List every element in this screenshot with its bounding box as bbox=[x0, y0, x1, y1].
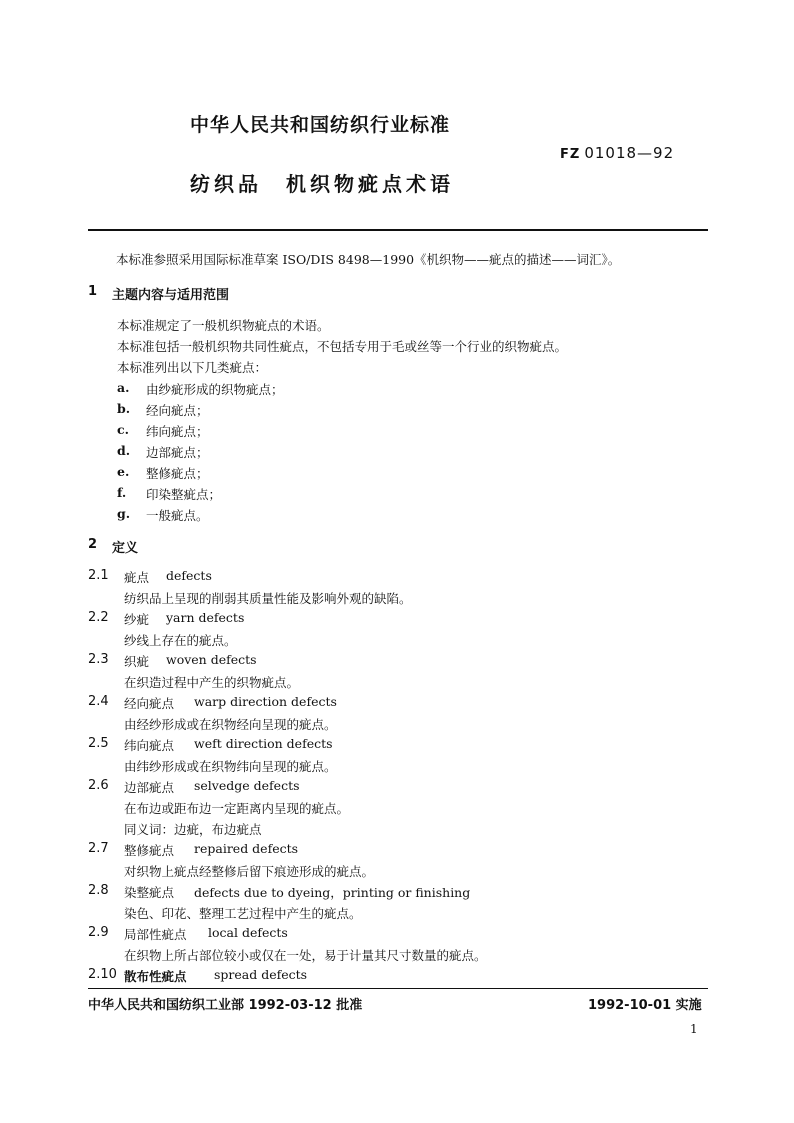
term-english: yarn defects bbox=[166, 610, 245, 625]
term-number: 2.9 bbox=[88, 925, 109, 940]
list-item-letter: e. bbox=[117, 464, 130, 479]
term-number: 2.5 bbox=[88, 736, 109, 751]
section-2-number: 2 bbox=[88, 537, 98, 552]
term-chinese: 染整疵点 bbox=[124, 885, 175, 900]
intro-paragraph: 本标准参照采用国际标准草案 ISO/DIS 8498—1990《机织物——疵点的描述——词汇》。 bbox=[116, 252, 621, 267]
term-number: 2.1 bbox=[88, 568, 109, 583]
term-definition: 纱线上存在的疵点。 bbox=[124, 633, 237, 648]
term-chinese: 经向疵点 bbox=[124, 696, 175, 711]
term-number: 2.4 bbox=[88, 694, 109, 709]
term-definition: 在织物上所占部位较小或仅在一处，易于计量其尺寸数量的疵点。 bbox=[124, 948, 487, 963]
list-item-text: 一般疵点。 bbox=[146, 508, 209, 523]
term-number: 2.6 bbox=[88, 778, 109, 793]
term-number: 2.10 bbox=[88, 967, 117, 982]
term-english: local defects bbox=[208, 925, 288, 940]
term-chinese: 局部性疵点 bbox=[124, 927, 187, 942]
term-definition: 由经纱形成或在织物经向呈现的疵点。 bbox=[124, 717, 337, 732]
list-item-text: 由纱疵形成的织物疵点； bbox=[146, 382, 284, 397]
term-number: 2.2 bbox=[88, 610, 109, 625]
list-item-letter: f. bbox=[117, 485, 127, 500]
term-english: defects bbox=[166, 568, 212, 583]
section-1-para-2: 本标准包括一般机织物共同性疵点，不包括专用于毛或丝等一个行业的织物疵点。 bbox=[117, 339, 568, 354]
term-definition: 染色、印花、整理工艺过程中产生的疵点。 bbox=[124, 906, 362, 921]
list-item-letter: d. bbox=[117, 443, 131, 458]
term-english: selvedge defects bbox=[194, 778, 300, 793]
term-chinese: 纬向疵点 bbox=[124, 738, 175, 753]
term-chinese: 织疵 bbox=[124, 654, 150, 669]
section-1-title: 主题内容与适用范围 bbox=[112, 288, 230, 303]
term-chinese: 纱疵 bbox=[124, 612, 150, 627]
term-synonym: 同义词：边疵，布边疵点 bbox=[124, 822, 262, 837]
list-item-letter: g. bbox=[117, 506, 131, 521]
standard-prefix: FZ bbox=[560, 147, 581, 162]
term-definition: 纺织品上呈现的削弱其质量性能及影响外观的缺陷。 bbox=[124, 591, 412, 606]
page-number: 1 bbox=[690, 1022, 698, 1036]
list-item-letter: c. bbox=[117, 422, 129, 437]
footer-divider bbox=[88, 988, 708, 989]
term-english: spread defects bbox=[214, 967, 308, 982]
list-item-text: 整修疵点； bbox=[146, 466, 209, 481]
implementation-date: 1992-10-01 实施 bbox=[588, 998, 702, 1013]
approval-line: 中华人民共和国纺织工业部 1992-03-12 批准 bbox=[88, 998, 363, 1013]
term-chinese: 边部疵点 bbox=[124, 780, 175, 795]
section-1-number: 1 bbox=[88, 284, 98, 299]
term-definition: 由纬纱形成或在织物纬向呈现的疵点。 bbox=[124, 759, 337, 774]
list-item-text: 纬向疵点； bbox=[146, 424, 209, 439]
term-english: defects due to dyeing，printing or finishing bbox=[194, 885, 471, 900]
list-item-text: 印染整疵点； bbox=[146, 487, 222, 502]
term-number: 2.7 bbox=[88, 841, 109, 856]
list-item-letter: b. bbox=[117, 401, 131, 416]
list-item-letter: a. bbox=[117, 380, 130, 395]
term-number: 2.3 bbox=[88, 652, 109, 667]
term-english: woven defects bbox=[166, 652, 257, 667]
section-1-para-3: 本标准列出以下几类疵点： bbox=[117, 360, 268, 375]
term-definition: 在织造过程中产生的织物疵点。 bbox=[124, 675, 300, 690]
section-2-title: 定义 bbox=[112, 541, 139, 556]
term-definition: 在布边或距布边一定距离内呈现的疵点。 bbox=[124, 801, 350, 816]
term-chinese: 整修疵点 bbox=[124, 843, 175, 858]
standard-code: 01018—92 bbox=[584, 144, 675, 162]
standard-number bbox=[560, 144, 674, 162]
term-number: 2.8 bbox=[88, 883, 109, 898]
term-definition: 对织物上疵点经整修后留下痕迹形成的疵点。 bbox=[124, 864, 375, 879]
list-item-text: 经向疵点； bbox=[146, 403, 209, 418]
list-item-text: 边部疵点； bbox=[146, 445, 209, 460]
document-title: 纺织品 机织物疵点术语 bbox=[190, 172, 454, 196]
term-english: weft direction defects bbox=[194, 736, 333, 751]
term-chinese: 疵点 bbox=[124, 570, 150, 585]
header-divider bbox=[88, 229, 708, 231]
section-1-para-1: 本标准规定了一般机织物疵点的术语。 bbox=[117, 318, 330, 333]
term-english: repaired defects bbox=[194, 841, 299, 856]
term-english: warp direction defects bbox=[194, 694, 337, 709]
term-chinese: 散布性疵点 bbox=[124, 969, 187, 984]
organization-title: 中华人民共和国纺织行业标准 bbox=[190, 114, 451, 136]
